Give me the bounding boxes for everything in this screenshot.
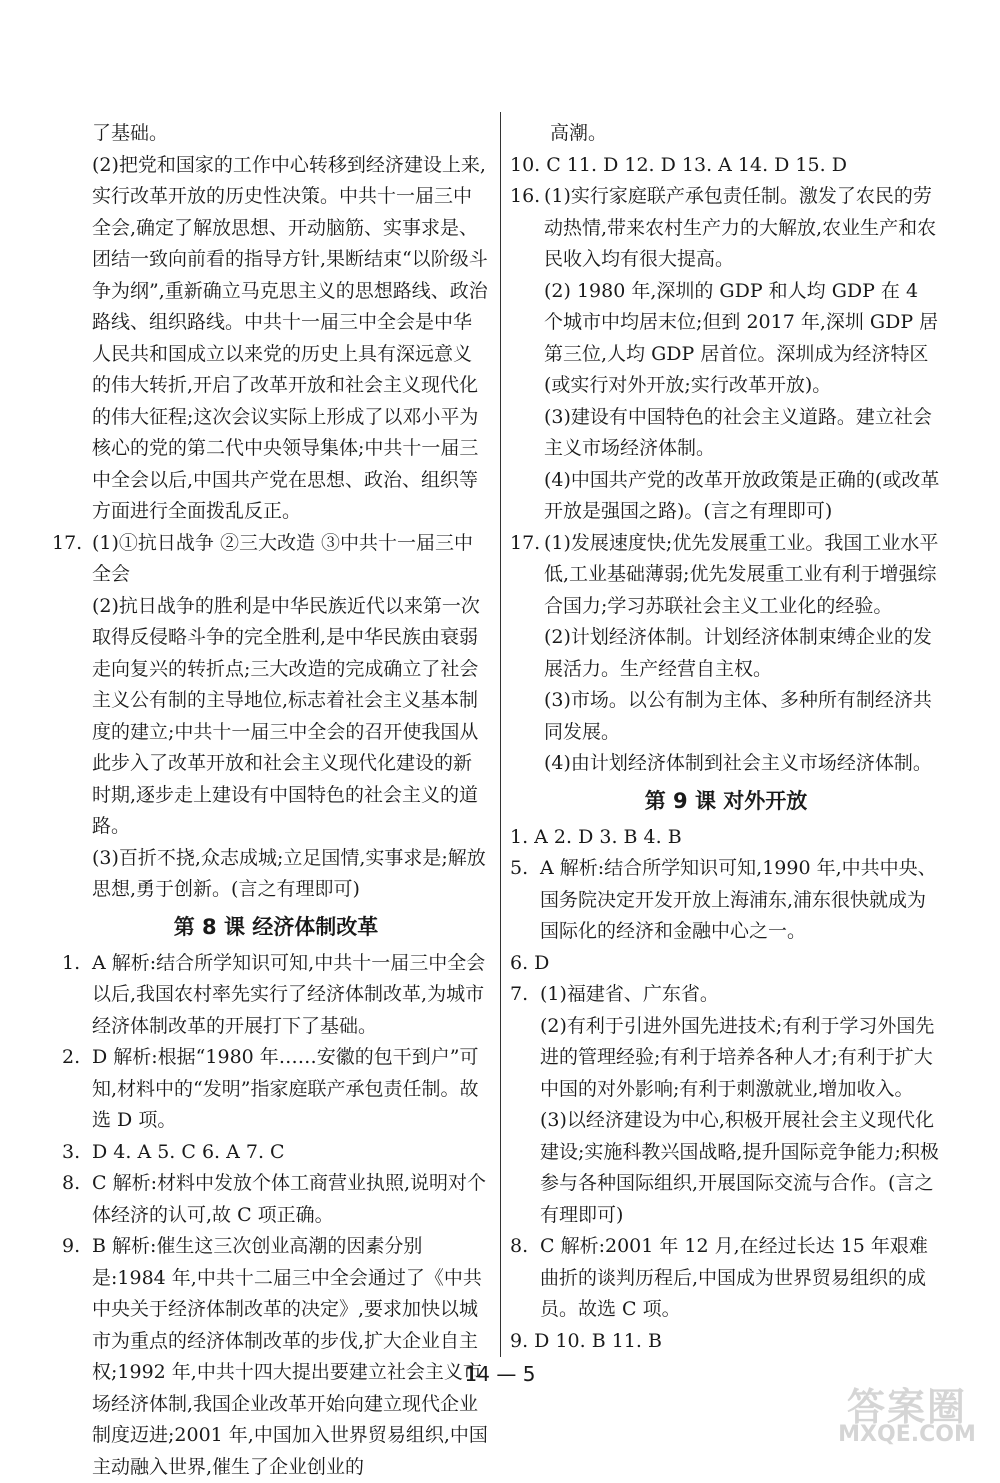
answer-16-part3: (3)建设有中国特色的社会主义道路。建立社会主义市场经济体制。 bbox=[544, 402, 942, 465]
answer-17 bbox=[62, 528, 490, 906]
answer-7-part1: (1)福建省、广东省。 bbox=[540, 979, 942, 1011]
continuation-text: 了基础。 bbox=[62, 118, 490, 150]
item-text: A 解析:结合所学知识可知,1990 年,中共中央、国务院决定开发开放上海浦东,浦东很快就成为国际化的经济和金融中心之一。 bbox=[540, 853, 942, 948]
item-text: A 解析:结合所学知识可知,中共十一届三中全会以后,我国农村率先实行了经济体制改革,为城市经济体制改革的开展打下了基础。 bbox=[92, 948, 490, 1043]
page-number: 14 — 5 bbox=[0, 1362, 1000, 1386]
answers-1-4: 1. A 2. D 3. B 4. B bbox=[510, 822, 942, 854]
item-number: 5. bbox=[510, 853, 528, 885]
item-number: 8. bbox=[510, 1231, 528, 1263]
item-text: C 解析:材料中发放个体工商营业执照,说明对个体经济的认可,故 C 项正确。 bbox=[92, 1168, 490, 1231]
right-column bbox=[510, 118, 942, 1357]
watermark-logo bbox=[832, 1376, 982, 1456]
answer-17-part1: (1)发展速度快;优先发展重工业。我国工业水平低,工业基础薄弱;优先发展重工业有利于增强综合国力;学习苏联社会主义工业化的经验。 bbox=[544, 528, 942, 623]
answer-16-part2: (2)把党和国家的工作中心转移到经济建设上来,实行改革开放的历史性决策。中共十一届三中全会,确定了解放思想、开动脑筋、实事求是、团结一致向前看的指导方针,果断结束“以阶级斗争为纲”,重新确立马克思主义的思想路线、政治路线、组织路线。中共十一届三中全会是中华人民共和国成立以来党的历史上具有深远意义的伟大转折,开启了改革开放和社会主义现代化的伟大征程;这次会议实际上形成了以邓小平为核心的党的第二代中央领导集体;中共十一届三中全会以后,中国共产党在思想、政治、组织等方面进行全面拨乱反正。 bbox=[62, 150, 490, 528]
list-item bbox=[62, 1042, 490, 1137]
answer-7-part2: (2)有利于引进外国先进技术;有利于学习外国先进的管理经验;有利于培养各种人才;有利于扩大中国的对外影响;有利于刺激就业,增加收入。 bbox=[540, 1011, 942, 1106]
left-column bbox=[62, 118, 490, 1483]
answer-16-part2: (2) 1980 年,深圳的 GDP 和人均 GDP 在 4 个城市中均居末位;但到 2017 年,深圳 GDP 居第三位,人均 GDP 居首位。深圳成为经济特区(或实行对外开放;实行改革开放)。 bbox=[544, 276, 942, 402]
answer-17 bbox=[510, 528, 942, 780]
watermark-url: MXQE.COM bbox=[832, 1422, 982, 1447]
item-text: D 4. A 5. C 6. A 7. C bbox=[92, 1137, 490, 1169]
answer-17-part4: (4)由计划经济体制到社会主义市场经济体制。 bbox=[544, 748, 942, 780]
answer-16-part1: (1)实行家庭联产承包责任制。激发了农民的劳动热情,带来农村生产力的大解放,农业生产和农民收入均有很大提高。 bbox=[544, 181, 942, 276]
item-number: 2. bbox=[62, 1042, 80, 1074]
item-number: 9. bbox=[62, 1231, 80, 1263]
answer-17-part3: (3)百折不挠,众志成城;立足国情,实事求是;解放思想,勇于创新。(言之有理即可) bbox=[92, 843, 490, 906]
column-divider bbox=[500, 112, 501, 1357]
item-text: C 解析:2001 年 12 月,在经过长达 15 年艰难曲折的谈判历程后,中国成为世界贸易组织的成员。故选 C 项。 bbox=[540, 1231, 942, 1326]
list-item bbox=[62, 1168, 490, 1231]
lesson-8-title: 第 8 课 经济体制改革 bbox=[62, 910, 490, 944]
list-item bbox=[62, 948, 490, 1043]
answer-17-part2: (2)抗日战争的胜利是中华民族近代以来第一次取得反侵略斗争的完全胜利,是中华民族由衰弱走向复兴的转折点;三大改造的完成确立了社会主义公有制的主导地位,标志着社会主义基本制度的建立;中共十一届三中全会的召开使我国从此步入了改革开放和社会主义现代化建设的新时期,逐步走上建设有中国特色的社会主义的道路。 bbox=[92, 591, 490, 843]
answer-17-part3: (3)市场。以公有制为主体、多种所有制经济共同发展。 bbox=[544, 685, 942, 748]
answer-17-part2: (2)计划经济体制。计划经济体制束缚企业的发展活力。生产经营自主权。 bbox=[544, 622, 942, 685]
list-item bbox=[510, 853, 942, 948]
answer-6: 6. D bbox=[510, 948, 942, 980]
continuation-text: 高潮。 bbox=[510, 118, 942, 150]
list-item bbox=[62, 1231, 490, 1483]
list-item bbox=[510, 979, 942, 1231]
item-number: 7. bbox=[510, 979, 528, 1011]
item-text: B 解析:催生这三次创业高潮的因素分别是:1984 年,中共十二届三中全会通过了《中共中央关于经济体制改革的决定》,要求加快以城市为重点的经济体制改革的步伐,扩大企业自主权;1992 年,中共十四大提出要建立社会主义市场经济体制,我国企业改革开始向建立现代企业制度迈进;2001 年,中国加入世界贸易组织,中国主动融入世界,催生了企业创业的 bbox=[92, 1231, 490, 1483]
item-text: D 解析:根据“1980 年……安徽的包干到户”可知,材料中的“发明”指家庭联产承包责任制。故选 D 项。 bbox=[92, 1042, 490, 1137]
list-item bbox=[62, 1137, 490, 1169]
answers-9-11: 9. D 10. B 11. B bbox=[510, 1326, 942, 1358]
item-number: 17. bbox=[52, 528, 82, 560]
answer-17-part1: (1)①抗日战争 ②三大改造 ③中共十一届三中全会 bbox=[92, 528, 490, 591]
answer-7-part3: (3)以经济建设为中心,积极开展社会主义现代化建设;实施科教兴国战略,提升国际竞争能力;积极参与各种国际组织,开展国际交流与合作。(言之有理即可) bbox=[540, 1105, 942, 1231]
lesson-8-answers bbox=[62, 948, 490, 1483]
answer-16 bbox=[510, 181, 942, 528]
item-number: 8. bbox=[62, 1168, 80, 1200]
item-number: 17. bbox=[510, 528, 540, 560]
list-item bbox=[510, 1231, 942, 1326]
item-number: 3. bbox=[62, 1137, 80, 1169]
watermark-text: 答案圈 bbox=[832, 1376, 982, 1431]
lesson-9-title: 第 9 课 对外开放 bbox=[510, 784, 942, 818]
answers-10-15: 10. C 11. D 12. D 13. A 14. D 15. D bbox=[510, 150, 942, 182]
answer-16-part4: (4)中国共产党的改革开放政策是正确的(或改革开放是强国之路)。(言之有理即可) bbox=[544, 465, 942, 528]
item-number: 1. bbox=[62, 948, 80, 980]
item-number: 16. bbox=[510, 181, 540, 213]
